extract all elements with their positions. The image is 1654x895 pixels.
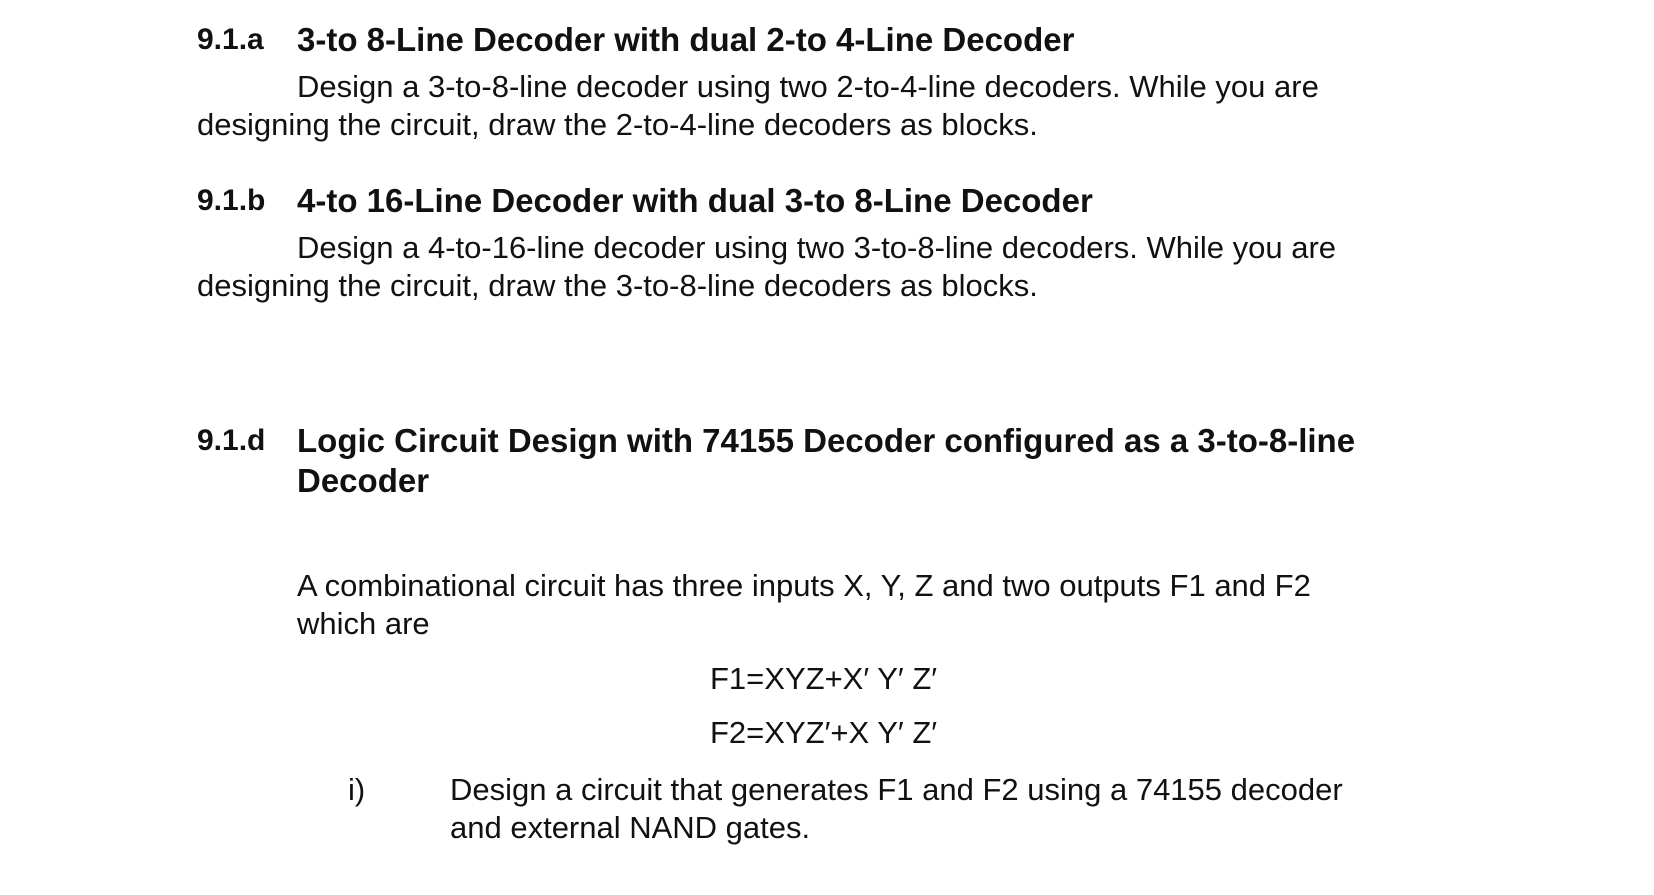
item-line: Design a circuit that generates F1 and F2 using a 74155 decoder	[450, 772, 1343, 807]
body-line: Design a 3-to-8-line decoder using two 2-to-4-line decoders. While you are	[297, 69, 1319, 104]
equation-f1: F1=XYZ+X′ Y′ Z′	[710, 661, 938, 696]
body-line: designing the circuit, draw the 3-to-8-line decoders as blocks.	[197, 268, 1038, 303]
section-number: 9.1.d	[197, 424, 266, 457]
section-title: 4-to 16-Line Decoder with dual 3-to 8-Line Decoder	[297, 182, 1093, 219]
section-body-9-1-b	[197, 229, 1336, 305]
body-line: which are	[297, 606, 430, 641]
section-title: Logic Circuit Design with 74155 Decoder configured as a 3-to-8-line Decoder	[297, 422, 1356, 499]
body-line: designing the circuit, draw the 2-to-4-line decoders as blocks.	[197, 107, 1038, 142]
list-item-label: i)	[348, 772, 366, 807]
body-line: A combinational circuit has three inputs X, Y, Z and two outputs F1 and F2	[297, 568, 1311, 603]
equation-f2: F2=XYZ′+X Y′ Z′	[710, 715, 938, 750]
section-title: 3-to 8-Line Decoder with dual 2-to 4-Line Decoder	[297, 21, 1075, 58]
body-line: Design a 4-to-16-line decoder using two 3-to-8-line decoders. While you are	[297, 230, 1337, 265]
list-item-text	[450, 771, 1343, 847]
section-body-9-1-a	[197, 68, 1319, 144]
section-body-9-1-d	[297, 567, 1311, 643]
section-number: 9.1.b	[197, 184, 266, 217]
item-line: and external NAND gates.	[450, 810, 811, 845]
section-number: 9.1.a	[197, 23, 264, 56]
